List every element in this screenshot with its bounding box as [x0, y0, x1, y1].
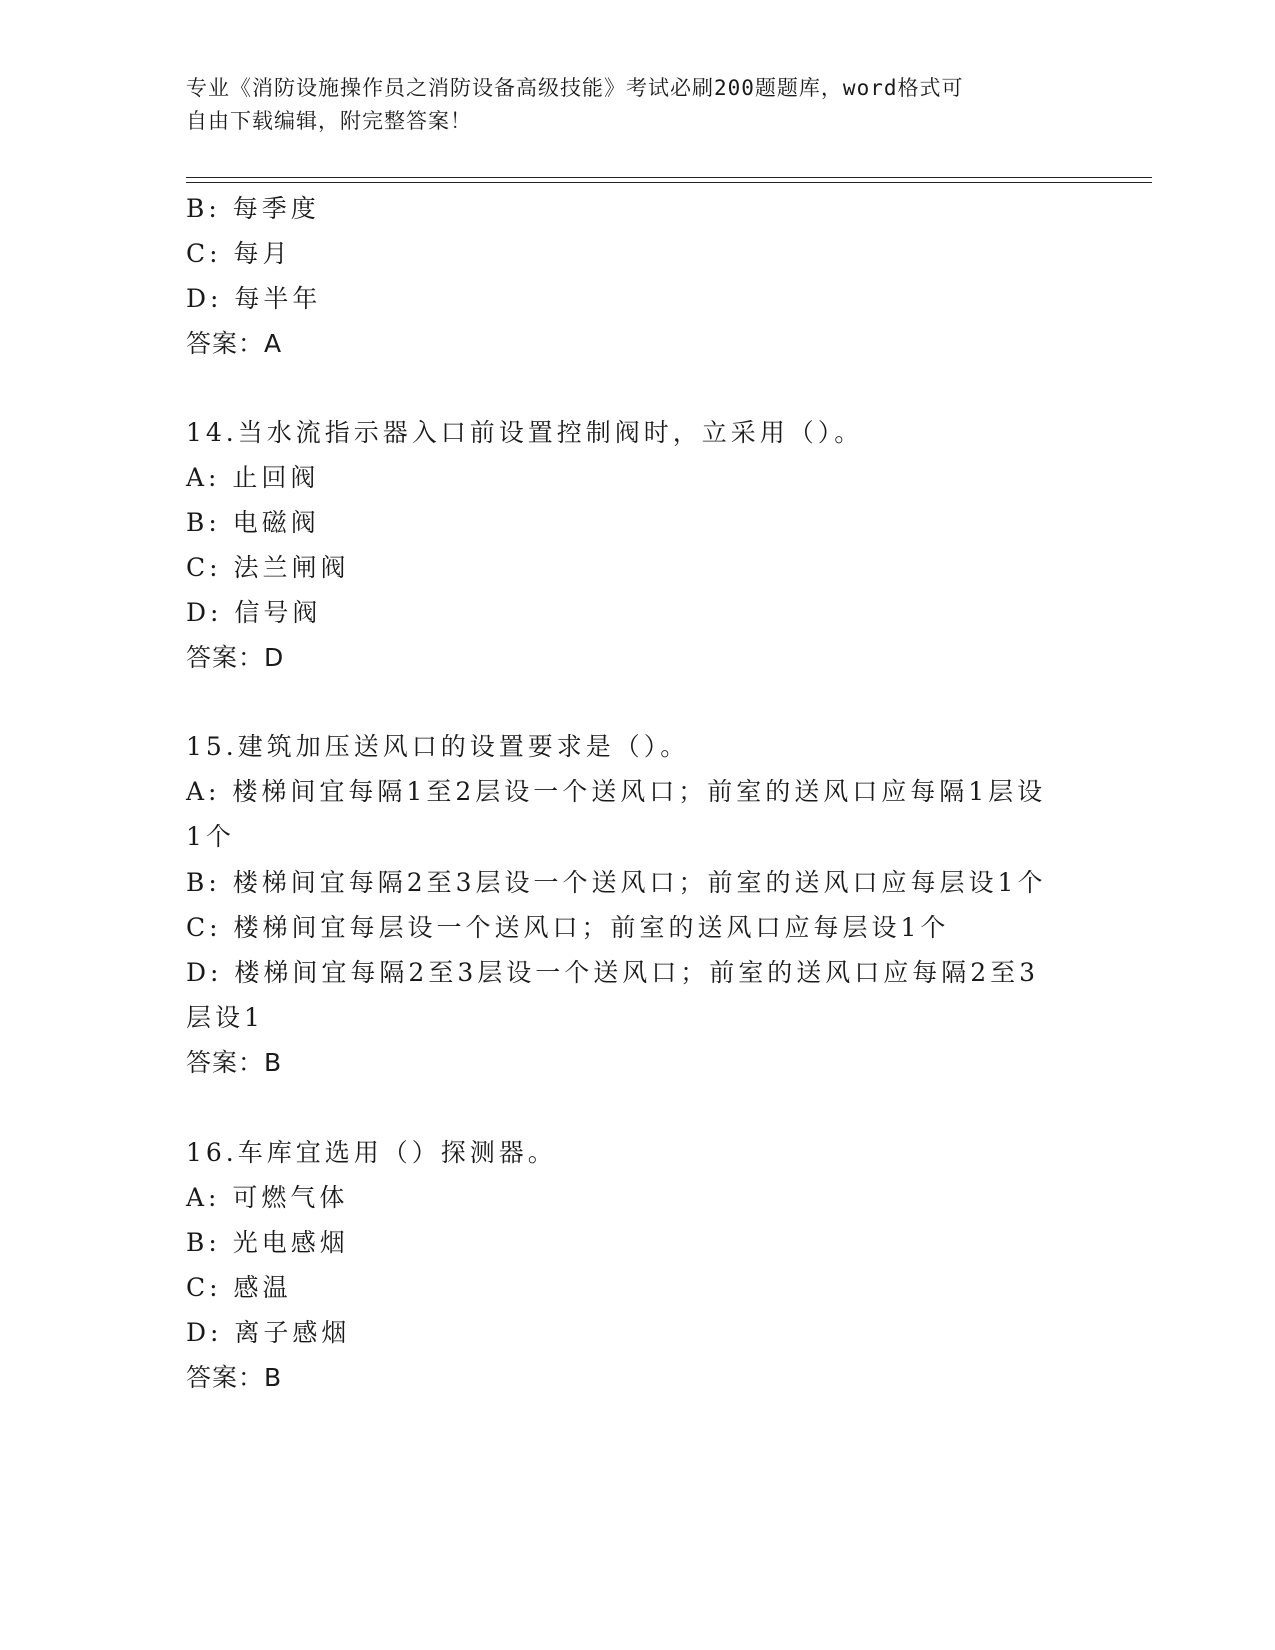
q14-option-c: C: 法兰闸阀 — [186, 553, 350, 582]
q16-option-d: D: 离子感烟 — [186, 1318, 351, 1347]
q16-answer: 答案：B — [186, 1363, 283, 1392]
header-line-1: 专业《消防设施操作员之消防设备高级技能》考试必刷200题题库，word格式可 — [186, 76, 964, 100]
q14-question: 14.当水流指示器入口前设置控制阀时，立采用（）。 — [186, 418, 864, 447]
document-header — [186, 72, 1086, 138]
q15-option-a-line-1: A: 楼梯间宜每隔1至2层设一个送风口；前室的送风口应每隔1层设 — [186, 777, 1047, 806]
header-line-2: 自由下载编辑，附完整答案！ — [186, 109, 472, 133]
q15-answer: 答案：B — [186, 1048, 283, 1077]
q14-option-d: D: 信号阀 — [186, 598, 322, 627]
q16-option-a: A: 可燃气体 — [186, 1183, 349, 1212]
q15-option-c: C: 楼梯间宜每层设一个送风口；前室的送风口应每层设1个 — [186, 913, 950, 942]
q15-option-d-line-1: D: 楼梯间宜每隔2至3层设一个送风口；前室的送风口应每隔2至3 — [186, 958, 1040, 987]
q15-option-d-line-2: 层设1 — [186, 1003, 264, 1032]
q15-option-a-line-2: 1个 — [186, 822, 235, 851]
q16-option-b: B: 光电感烟 — [186, 1228, 349, 1257]
q16-question: 16.车库宜选用（）探测器。 — [186, 1138, 557, 1167]
header-divider-bottom — [186, 182, 1152, 183]
q16-option-c: C: 感温 — [186, 1273, 292, 1302]
q13-option-d: D: 每半年 — [186, 284, 322, 313]
q14-answer: 答案：D — [186, 643, 285, 672]
q14-option-b: B: 电磁阀 — [186, 508, 320, 537]
header-divider-top — [186, 177, 1152, 178]
q13-option-b: B: 每季度 — [186, 194, 320, 223]
q15-question: 15.建筑加压送风口的设置要求是（）。 — [186, 732, 690, 761]
q13-answer: 答案：A — [186, 329, 283, 358]
q15-option-b: B: 楼梯间宜每隔2至3层设一个送风口；前室的送风口应每层设1个 — [186, 868, 1047, 897]
q13-option-c: C: 每月 — [186, 239, 292, 268]
q14-option-a: A: 止回阀 — [186, 463, 320, 492]
